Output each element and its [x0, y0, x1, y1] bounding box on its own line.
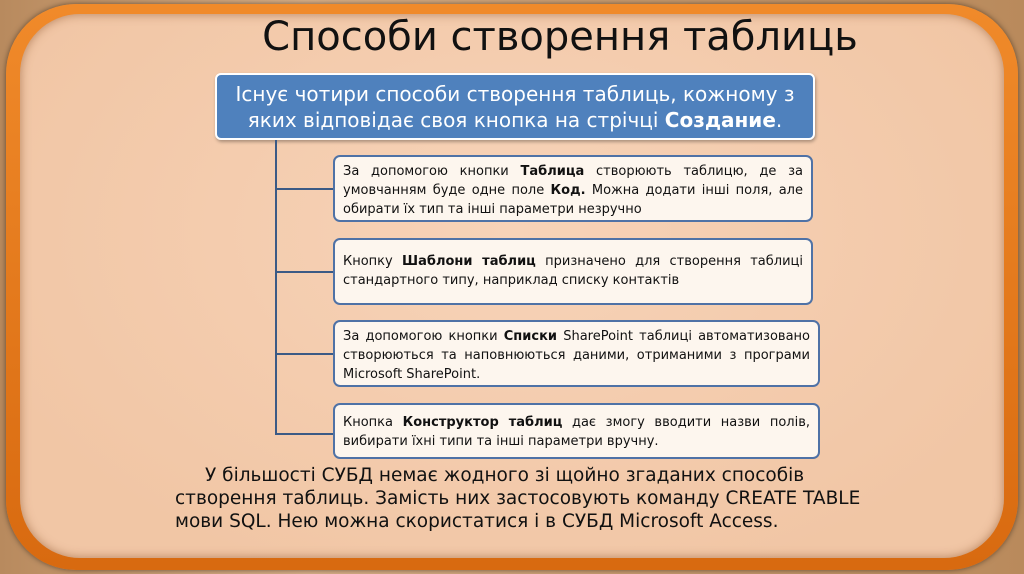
bottom-paragraph	[175, 464, 895, 533]
bold-text: Шаблони таблиц	[402, 254, 536, 269]
method-box-templates	[333, 238, 813, 305]
header-box	[215, 73, 815, 140]
text: SharePoint таблиці автоматизовано створюються та наповнюються даними, отриманими з програми Microsoft SharePoint.	[343, 329, 810, 382]
header-text: Існує чотири способи створення таблиць, кожному з яких відповідає своя кнопка на стрічці	[235, 82, 795, 132]
bottom-text: У більшості СУБД немає жодного зі щойно згаданих способів створення таблиць. Замість них застосовують команду CREATE TABLE мови SQL. Нею можна скористатися і в СУБД Microsoft Access.	[175, 465, 861, 532]
text: Можна додати інші поля, але обирати їх тип та інші параметри незручно	[343, 183, 803, 217]
header-bold: Создание	[664, 108, 776, 132]
text: Кнопку	[343, 254, 403, 269]
connector-3	[275, 353, 333, 355]
header-end: .	[775, 108, 783, 132]
text: створюють таблицю, де за умовчанням буде одне поле	[343, 164, 804, 198]
bold-text: Таблица	[520, 164, 585, 179]
method-box-lists	[333, 320, 820, 387]
method-box-designer	[333, 403, 820, 459]
text: За допомогою кнопки	[343, 164, 521, 179]
slide-title: Способи створення таблиць	[262, 14, 858, 60]
text: За допомогою кнопки	[343, 329, 504, 344]
text: дає змогу вводити назви полів, вибирати їхні типи та інші параметри вручну.	[343, 415, 810, 449]
connector-2	[275, 271, 333, 273]
connector-4	[275, 433, 333, 435]
connector-vertical	[275, 140, 277, 435]
connector-1	[275, 188, 333, 190]
text: призначено для створення таблиці стандартного типу, наприклад списку контактів	[343, 254, 803, 288]
bold-text: Код.	[550, 183, 586, 198]
text: Кнопка	[343, 415, 403, 430]
bold-text: Списки	[503, 329, 558, 344]
method-box-table	[333, 155, 813, 222]
bold-text: Конструктор таблиц	[402, 415, 563, 430]
